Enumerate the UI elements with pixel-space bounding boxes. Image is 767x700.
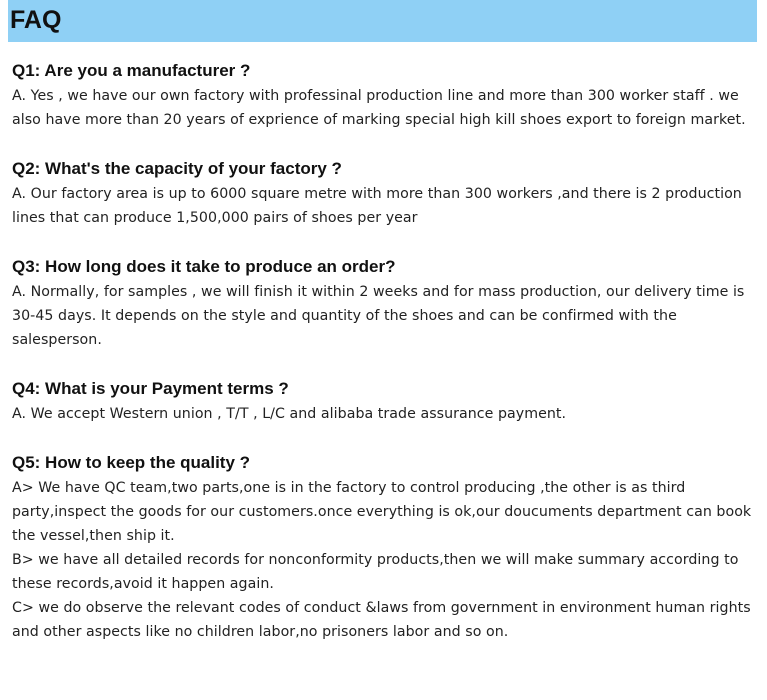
- faq-question: Q5: How to keep the quality ?: [12, 453, 251, 472]
- answer-paragraph: B> we have all detailed records for nonconformity products,then we will make summary according to these records,avoid it happen again.: [12, 552, 739, 592]
- page-title: FAQ: [10, 6, 62, 34]
- faq-item-q5: [12, 451, 757, 644]
- faq-answer: [12, 182, 757, 230]
- answer-paragraph: A. Yes , we have our own factory with professinal production line and more than 300 worker staff . we also have more than 20 years of exprience of marking special high kill shoes export to foreign market.: [12, 88, 746, 128]
- faq-answer: [12, 402, 757, 426]
- faq-answer: [12, 476, 757, 644]
- faq-item-q2: [12, 157, 757, 230]
- faq-question: Q3: How long does it take to produce an order?: [12, 257, 396, 276]
- faq-answer: [12, 280, 757, 352]
- faq-header: [8, 0, 757, 42]
- faq-item-q3: [12, 255, 757, 352]
- faq-question: Q4: What is your Payment terms ?: [12, 379, 289, 398]
- faq-list: [12, 59, 757, 669]
- answer-paragraph: A. We accept Western union , T/T , L/C and alibaba trade assurance payment.: [12, 406, 567, 422]
- faq-question: Q2: What's the capacity of your factory ?: [12, 159, 342, 178]
- answer-paragraph: C> we do observe the relevant codes of conduct &laws from government in environment human rights and other aspects like no children labor,no prisoners labor and so on.: [12, 600, 751, 640]
- faq-question: Q1: Are you a manufacturer ?: [12, 61, 251, 80]
- faq-answer: [12, 84, 757, 132]
- faq-item-q4: [12, 377, 757, 426]
- answer-paragraph: A> We have QC team,two parts,one is in the factory to control producing ,the other is as third party,inspect the goods for our customers.once everything is ok,our doucuments department can book the vessel,then ship it.: [12, 480, 752, 544]
- faq-item-q1: [12, 59, 757, 132]
- answer-paragraph: A. Normally, for samples , we will finish it within 2 weeks and for mass production, our delivery time is 30-45 days. It depends on the style and quantity of the shoes and can be confirmed with the salesperson.: [12, 284, 745, 348]
- answer-paragraph: A. Our factory area is up to 6000 square metre with more than 300 workers ,and there is 2 production lines that can produce 1,500,000 pairs of shoes per year: [12, 186, 742, 226]
